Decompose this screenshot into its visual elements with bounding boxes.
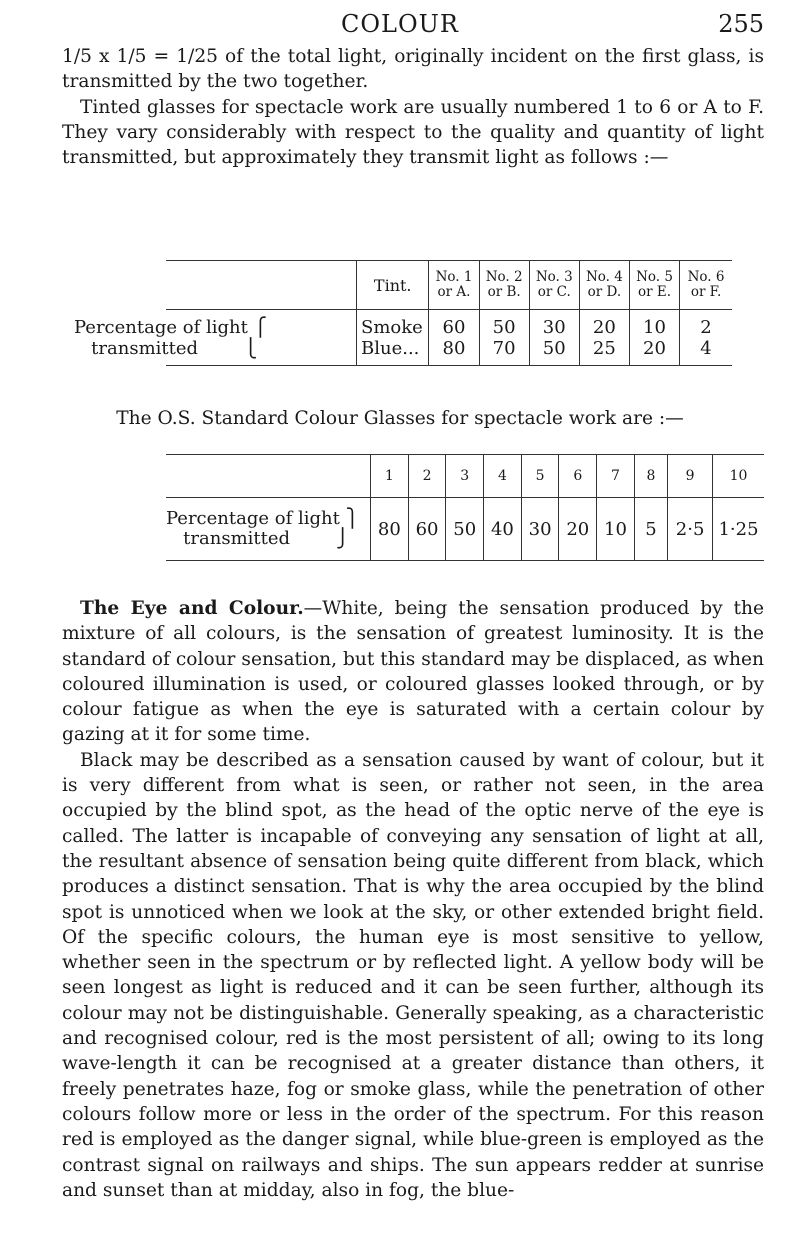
tint-table-header xyxy=(166,261,732,310)
column-header: 4 xyxy=(484,455,522,498)
column-header: 5 xyxy=(521,455,559,498)
table-cell: 10 20 xyxy=(629,310,679,366)
table-cell: 1·25 xyxy=(713,498,764,561)
column-header: 9 xyxy=(668,455,713,498)
table-cell: 2 4 xyxy=(680,310,732,366)
table-cell: 50 xyxy=(446,498,484,561)
column-header: 3 xyxy=(446,455,484,498)
tint-column-header: No. 2 or B. xyxy=(479,261,529,310)
tint-names: Smoke Blue... xyxy=(357,310,429,366)
table-caption: The O.S. Standard Colour Glasses for spectacle work are :— xyxy=(116,408,684,429)
tint-column-header: No. 6 or F. xyxy=(680,261,732,310)
tint-table xyxy=(74,260,732,366)
intro-paragraph-1: 1/5 x 1/5 = 1/25 of the total light, originally incident on the first glass, is transmitted by the two together. xyxy=(62,46,764,93)
page-header xyxy=(0,6,800,46)
standard-glasses-table xyxy=(166,454,764,561)
standard-table-corner xyxy=(166,455,371,498)
table-cell: 80 xyxy=(371,498,409,561)
column-header: 7 xyxy=(597,455,635,498)
tint-column-header: No. 5 or E. xyxy=(629,261,679,310)
column-header: 2 xyxy=(408,455,446,498)
table-cell: 20 25 xyxy=(579,310,629,366)
running-title: COLOUR xyxy=(341,10,459,38)
table-cell: 30 50 xyxy=(529,310,579,366)
tint-column-header: No. 3 or C. xyxy=(529,261,579,310)
row-label: Percentage of light ⎫ transmitted ⎭ xyxy=(166,508,360,549)
page-number: 255 xyxy=(718,10,764,38)
body-paragraph-2: Black may be described as a sensation caused by want of colour, but it is very different from what is seen, or rather not seen, in the area occupied by the blind spot, as the head of the optic nerve of the eye is called. The latter is incapable of conveying any sensation of light at all, the resultant absence of sensation being quite different from black, which produces a distinct sensation. That is why the area occupied by the blind spot is unnoticed when we look at the sky, or other extended bright field. Of the specific colours, the human eye is most sensitive to yellow, whether seen in the spectrum or by reflected light. A yellow body will be seen longest as light is reduced and it can be seen further, although its colour may not be distinguishable. Generally speaking, as a characteristic and recognised colour, red is the most persistent of all; owing to its long wave-length it can be recognised at a greater distance than others, it freely penetrates haze, fog or smoke glass, while the penetration of other colours follow more or less in the order of the spectrum. For this reason red is employed as the danger signal, while blue-green is employed as the contrast signal on railways and ships. The sun appears redder at sunrise and sunset than at midday, also in fog, the blue- xyxy=(62,749,764,1201)
tint-table-corner xyxy=(166,261,357,310)
table-cell: 20 xyxy=(559,498,597,561)
table-cell: 30 xyxy=(521,498,559,561)
table-cell: 5 xyxy=(634,498,667,561)
body-paragraph-1: The Eye and Colour.—White, being the sensation produced by the mixture of all colours, is the sensation of greatest luminosity. It is the standard of colour sensation, but this standard may be displaced, as when coloured illumination is used, or coloured glasses looked through, or by colour fatigue as when the eye is saturated with a certain colour by gazing at it for some time. xyxy=(62,598,764,746)
column-header: 8 xyxy=(634,455,667,498)
row-label: Percentage of light ⎧ transmitted ⎩ xyxy=(74,316,268,359)
column-header: 6 xyxy=(559,455,597,498)
tint-table-data-row xyxy=(166,310,732,366)
tint-column-header: No. 4 or D. xyxy=(579,261,629,310)
tint-header: Tint. xyxy=(357,261,429,310)
table-cell: 60 80 xyxy=(429,310,479,366)
column-header: 10 xyxy=(713,455,764,498)
section-heading: The Eye and Colour. xyxy=(80,598,304,619)
standard-table-data-row xyxy=(166,498,764,561)
table-cell: 40 xyxy=(484,498,522,561)
tint-column-header: No. 1 or A. xyxy=(429,261,479,310)
intro-paragraph-2: Tinted glasses for spectacle work are usually numbered 1 to 6 or A to F. They vary considerably with respect to the quality and quantity of light transmitted, but approximately they transmit light as follows :— xyxy=(62,96,764,169)
table-cell: 2·5 xyxy=(668,498,713,561)
table-cell: 10 xyxy=(597,498,635,561)
column-header: 1 xyxy=(371,455,409,498)
intro-text xyxy=(62,44,764,170)
body-text xyxy=(62,596,764,1203)
standard-table-header xyxy=(166,455,764,498)
table-cell: 50 70 xyxy=(479,310,529,366)
table-cell: 60 xyxy=(408,498,446,561)
